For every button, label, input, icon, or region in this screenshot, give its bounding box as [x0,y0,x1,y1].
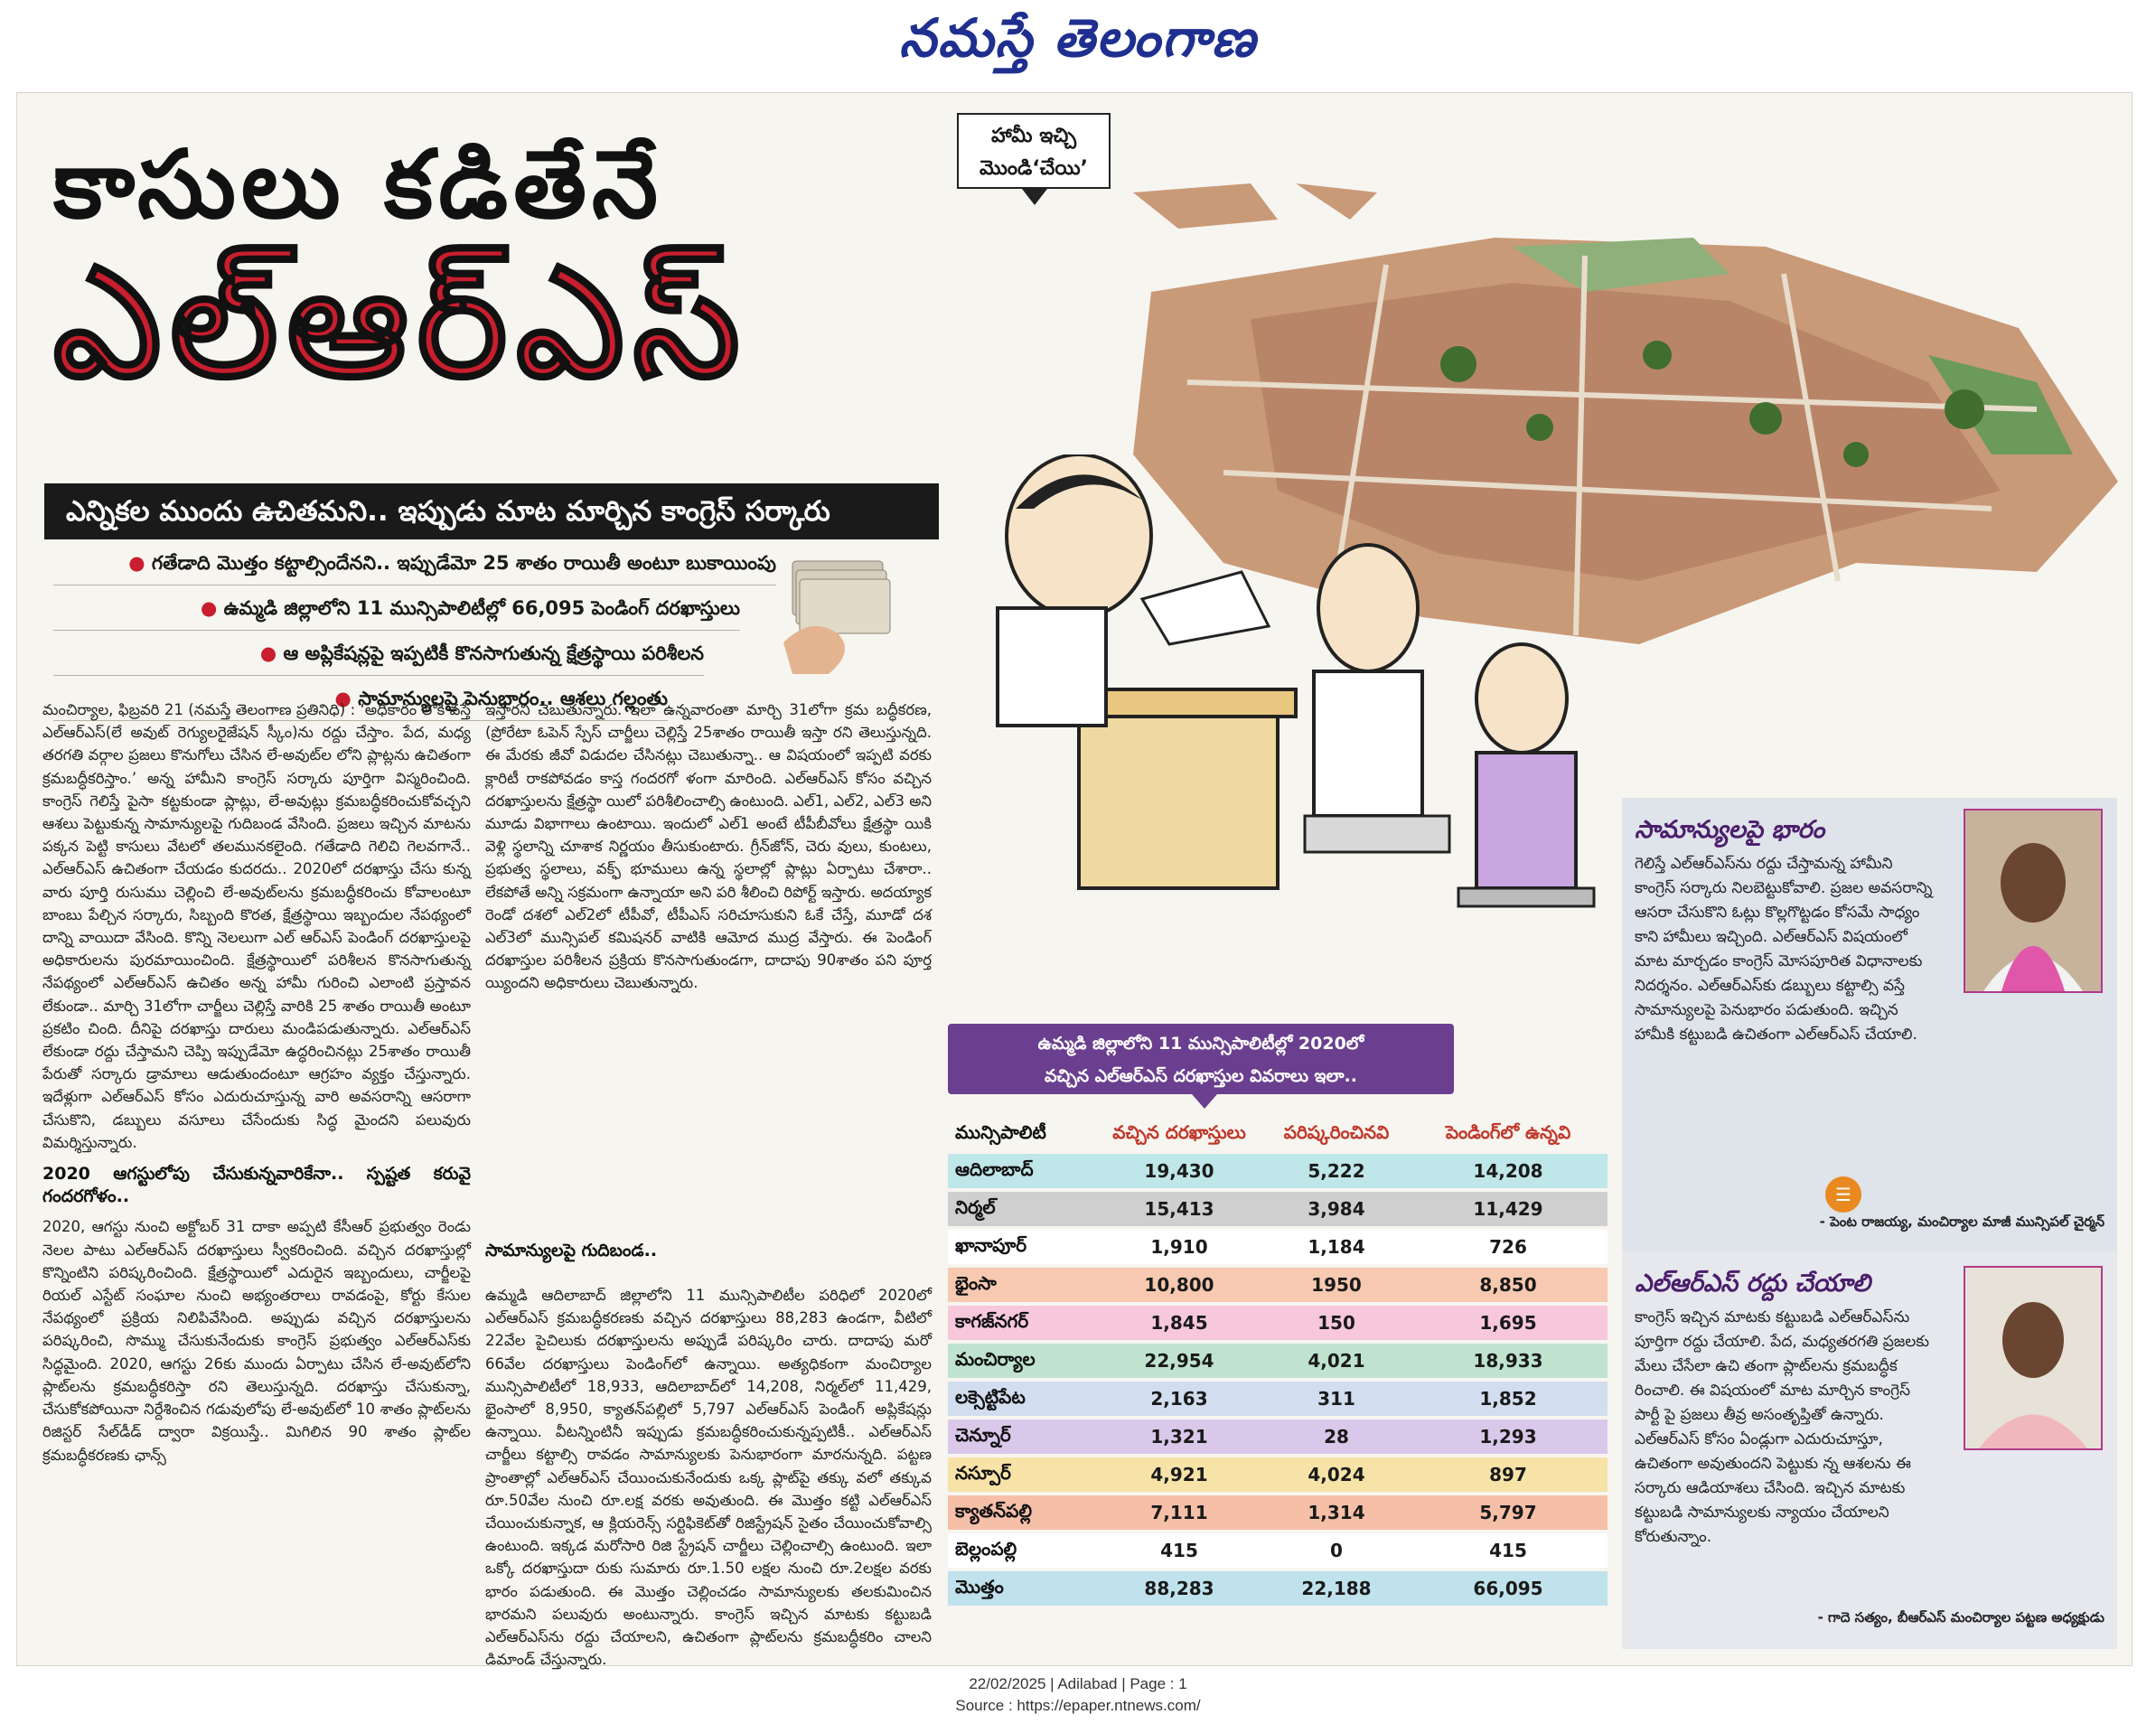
table-row [948,1495,1608,1530]
cell-municipality: భైంసా [955,1271,997,1294]
cell-received: 10,800 [1144,1274,1214,1296]
article-paragraph: 2020, ఆగస్టు నుంచి అక్టోబర్‌ 31 దాకా అప్పటి కేసీఆర్‌ ప్రభుత్వం రెండు నెలల పాటు ఎల్‌ఆర్‌ఎస్‌ దరఖాస్తులు స్వీకరించింది. వచ్చిన దరఖాస్తుల్లో కొన్నింటిని పరిష్కరించింది. క్షేత్రస్థాయిలో ఎదురైన ఇబ్బందులు, చార్జీలపై రియల్‌ ఎస్టేట్‌ సంఘాల నుంచి అభ్యంతరాలు రావడంపై, కోర్టు కేసుల నేపథ్యంలో ప్రక్రియ నిలిపివేసింది. అప్పుడు వచ్చిన దరఖాస్తులను పరిష్కరించి, సొమ్ము చేసుకునేందుకు కాంగ్రెస్‌ ప్రభుత్వం ఎల్‌ఆర్‌ఎస్‌కు సిద్ధమైంది. 2020, ఆగస్టు 26కు ముందు ఏర్పాటు చేసిన లే-అవుట్‌లోని ప్లాట్‌లను క్రమబద్ధీకరిస్తా రని తెలుస్తున్నది. దరఖాస్తు చేసుకున్నా, చేసుకోకపోయినా నిర్దేశించిన గడువులోపు లే-అవుట్‌లో 10 శాతం ప్లాట్‌లను రిజిస్టర్‌ సేల్‌డీడ్‌ ద్వారా విక్రయిస్తే.. మిగిలిన 90 శాతం ప్లాట్‌ల క్రమబద్ధీకరణకు ఛాన్స్‌ [42,1218,471,1464]
cell-resolved: 150 [1317,1312,1355,1334]
cell-pending: 415 [1489,1540,1527,1561]
cell-municipality: చెన్నూర్‌ [955,1423,1011,1446]
article-paragraph: ఇస్తారని చెబుతున్నారు. ఇలా ఉన్నవారంతా మార్చి 31లోగా క్రమ బద్ధీకరణ, (ప్రోరేటా ఓపెన్‌ స్పేస్‌ చార్జీలు చెల్లిస్తే 25శాతం రాయితీ ఇస్తా రని తెలుస్తున్నది. ఈ మేరకు జీవో విడుదల చేసినట్లు చెబుతున్నా.. ఆ విషయంలో ఇప్పటి వరకు క్లారిటీ రాకపోవడం కాస్త గందరగో ళంగా మారింది. ఎల్‌ఆర్‌ఎస్‌ కోసం వచ్చిన దరఖాస్తులను క్షేత్రస్థా యిలో పరిశీలించాల్సి ఉంటుంది. ఎల్‌1, ఎల్‌2, ఎల్‌3 అని మూడు విభాగాలు ఉంటాయి. ఇందులో ఎల్‌1 అంటే టీపీబీవోలు క్షేత్రస్థా యికి వెళ్లి స్థలాన్ని చూశాక నిర్ణయం తీసుకుంటారు. గ్రీన్‌జోన్‌, చెరు వులు, కుంటలు, ప్రభుత్వ స్థలాలు, వక్ఫ్‌ భూములు ఉన్న స్థలాల్లో ప్లాట్లు ఏర్పాటు చేశారా.. లేకపోతే అన్ని సక్రమంగా ఉన్నాయా అని పరి శీలించి రిపోర్ట్‌ ఇస్తారు. అదయ్యాక రెండో దశలో ఎల్‌2లో టీపీవో, టీపీఎస్‌ సరిచూసుకుని ఓకే చేస్తే, మూడో దశ ఎల్‌3లో మున్సిపల్‌ కమిషనర్‌ వాటికి ఆమోద ముద్ర వేస్తారు. ఈ పెండింగ్‌ దరఖాస్తుల పరిశీలన ప్రక్రియ కొనసాగుతుండగా, దాదాపు 90శాతం పని పూర్త య్యిందని అధికారులు చెబుతున్నారు. [485,701,932,992]
cell-municipality: కాగజ్‌నగర్‌ [955,1309,1029,1332]
cartoon-illustration [943,454,1603,1015]
cell-received: 19,430 [1144,1160,1214,1182]
cell-resolved: 311 [1317,1388,1355,1410]
cell-pending: 897 [1489,1464,1527,1485]
headline-line2: ఎల్‌ఆర్‌ఎస్‌ [53,234,749,411]
cell-municipality: నిర్మల్‌ [955,1195,996,1218]
quote-box-2 [1622,1251,2117,1649]
header-received: వచ్చిన దరఖాస్తులు [1112,1120,1246,1143]
bullet-item: ● సామాన్యులపై పెనుభారం.. ఆశలు గల్లంతు [53,688,668,721]
cell-pending: 18,933 [1473,1350,1543,1372]
footer-source-line: Source : https://epaper.ntnews.com/ [955,1697,1201,1714]
cell-municipality: మొత్తం [955,1575,1004,1598]
cell-received: 1,321 [1150,1426,1208,1448]
cell-municipality: నస్పూర్‌ [955,1461,1011,1484]
table-row [948,1382,1608,1416]
quote-title: ఎల్‌ఆర్‌ఎస్‌ రద్దు చేయాలి [1635,1270,1870,1298]
article-subhead: 2020 ఆగస్టులోపు చేసుకున్నవారికేనా.. స్పష్టత కరువై గందరగోళం.. [42,1164,471,1207]
cell-pending: 11,429 [1473,1198,1543,1220]
article-subhead: సామాన్యులపై గుదిబండ.. [485,1241,658,1260]
quote-box-1 [1622,798,2117,1251]
cell-received: 4,921 [1150,1464,1208,1485]
cell-pending: 1,852 [1479,1388,1537,1410]
cell-resolved: 4,021 [1308,1350,1365,1372]
table-row [948,1306,1608,1340]
article-column-2 [485,698,932,1000]
header-pending: పెండింగ్‌లో ఉన్నవి [1445,1120,1571,1143]
footer-date-line: 22/02/2025 | Adilabad | Page : 1 [969,1675,1187,1692]
quote-text: గెలిస్తే ఎల్‌ఆర్‌ఎస్‌ను రద్దు చేస్తామన్న హామీని కాంగ్రెస్‌ సర్కారు నిలబెట్టుకోవాలి. ప్రజల అవసరాన్ని ఆసరా చేసుకొని ఓట్లు కొల్లగొట్టడం కోసమే సాధ్యం కాని హామీలు ఇచ్చింది. ఎల్‌ఆర్‌ఎస్‌ విషయంలో మాట మార్చడం కాంగ్రెస్‌ మోసపూరిత విధానాలకు నిదర్శనం. ఎల్‌ఆర్‌ఎస్‌కు డబ్బులు కట్టాల్సి వస్తే సామాన్యులపై పెనుభారం పడుతుంది. ఇచ్చిన హామీకి కట్టుబడి ఉచితంగా ఎల్‌ఆర్‌ఎస్‌ చేయాలి. [1635,855,1933,1044]
cell-municipality: క్యాతన్‌పల్లి [955,1499,1032,1522]
cell-received: 1,910 [1150,1236,1208,1258]
cell-resolved: 1950 [1311,1274,1362,1296]
table-body [948,1154,1608,1606]
article-column-2-continued [485,1284,932,1676]
cell-received: 15,413 [1144,1198,1214,1220]
bullet-item: ● ఆ అప్లికేషన్లపై ఇప్పటికీ కొనసాగుతున్న క్షేత్రస్థాయి పరిశీలన [53,642,704,676]
table-caption [948,1024,1454,1094]
table-header [948,1114,1608,1154]
menu-icon[interactable]: ☰ [1825,1176,1861,1213]
cell-resolved: 28 [1324,1426,1349,1448]
portrait-photo [1964,809,2103,993]
cell-resolved: 4,024 [1308,1464,1365,1485]
table-row [948,1344,1608,1378]
cell-resolved: 0 [1330,1540,1343,1561]
table-row [948,1154,1608,1188]
cell-municipality: ఆదిలాబాద్‌ [955,1157,1034,1180]
page-footer [0,1673,2156,1717]
cell-resolved: 3,984 [1308,1198,1365,1220]
cell-municipality: ఖానాపూర్‌ [955,1233,1027,1256]
article-paragraph: మంచిర్యాల, ఫిబ్రవరి 21 (నమస్తే తెలంగాణ ప్రతినిధి) : ‘అధికారం లోకి వస్తే ఎల్‌ఆర్‌ఎస్‌(లే అవుట్‌ రెగ్యులరైజేషన్‌ స్కీం)ను రద్దు చేస్తాం. పేద, మధ్య తరగతి వర్గాల ప్రజలు కొనుగోలు చేసిన లే-అవుట్‌ల లోని ప్లాట్లను ఉచితంగా క్రమబద్ధీకరిస్తాం.’ అన్న హామీని కాంగ్రెస్‌ సర్కారు పూర్తిగా విస్మరించింది. కాంగ్రెస్‌ గెలిస్తే పైసా కట్టకుండా ప్లాట్లు, లే-అవుట్లు క్రమబద్ధీకరించుకోవచ్చని ఆశలు పెట్టుకున్న సామాన్యులపై గుదిబండ వేసింది. ప్రజలు ఇచ్చిన మాటను పక్కన పెట్టి కాసులు వేటలో తలమునకలైంది. గతేడాది గెలిచి గెలవగానే.. ఎల్‌ఆర్‌ఎస్‌ ఉచితంగా చేయడం కుదరదు.. 2020లో దరఖాస్తు చేసు కున్న వారు పూర్తి రుసుము చెల్లించి లే-అవుట్‌లను క్రమబద్ధీకరించు కోవాలంటూ బాంబు పేల్చిన సర్కారు, సిబ్బంది కొరత, క్షేత్రస్థాయి ఇబ్బందుల నేపథ్యంలో దాన్ని వాయిదా వేసింది. కొన్ని నెలలుగా ఎల్‌ ఆర్‌ఎస్‌ పెండింగ్‌ దరఖాస్తులపై అధికారులను పురమాయించింది. క్షేత్రస్థాయిలో పరిశీలన కొనసాగుతున్న నేపథ్యంలో ఎల్‌ఆర్‌ఎస్‌ ఉచితం అన్న హామీ గురించి ఎలాంటి ప్రస్తావన లేకుండా.. మార్చి 31లోగా చార్జీలు చెల్లిస్తే వారికి 25 శాతం రాయితీ అంటూ ప్రకటిం చింది. దీనిపై దరఖాస్తు దారులు మండిపడుతున్నారు. ఎల్‌ఆర్‌ఎస్‌ లేకుండా రద్దు చేస్తామని చెప్పి ఇప్పుడేమో ఉద్ధరించినట్లు 25శాతం రాయితీ పేరుతో సర్కారు డ్రామాలు ఆడుతుందంటూ ఆగ్రహం వ్యక్తం చేస్తున్నారు. ఇదేళ్లుగా ఎల్‌ఆర్‌ఎస్‌ కోసం ఎదురుచూస్తున్న వారి అవసరాన్ని ఆసరాగా చేసుకొని, డబ్బులు వసూలు చేసేందుకు సిద్ధ మైందని పలువురు విమర్శిస్తున్నారు. [42,701,471,1151]
cell-pending: 66,095 [1473,1578,1543,1599]
cell-pending: 14,208 [1473,1160,1543,1182]
cell-resolved: 1,184 [1308,1236,1365,1258]
table-caption-line1: ఉమ్మడి జిల్లాలోని 11 మున్సిపాలిటీల్లో 2020లో [1037,1034,1364,1054]
masthead-logo: నమస్తే తెలంగాణ [899,7,1257,69]
quote-credit: - పెంట రాజయ్య, మంచిర్యాల మాజీ మున్సిపల్‌ చైర్మన్‌ [1819,1213,2104,1230]
table-row [948,1268,1608,1302]
header-resolved: పరిష్కరించినవి [1283,1120,1390,1143]
headline-line1: కాసులు కడితేనే [53,129,664,239]
tag-line2: మొండి‘చేయి’ [979,157,1089,180]
cell-resolved: 22,188 [1301,1578,1372,1599]
cell-received: 88,283 [1144,1578,1214,1599]
table-row [948,1192,1608,1226]
cell-pending: 1,695 [1479,1312,1537,1334]
tag-line1: హామీ ఇచ్చి [990,125,1077,147]
cell-pending: 5,797 [1479,1502,1537,1523]
subheadline: ఎన్నికల ముందు ఉచితమని.. ఇప్పుడు మాట మార్చిన కాంగ్రెస్‌ సర్కారు [44,483,939,539]
article-page [16,92,2133,1669]
cell-pending: 8,850 [1479,1274,1537,1296]
quote-credit: - గాదె సత్యం, బీఆర్‌ఎస్‌ మంచిర్యాల పట్టణ అధ్యక్షుడు [1817,1609,2104,1626]
cell-received: 1,845 [1150,1312,1208,1334]
lrs-table [948,1114,1608,1609]
cell-resolved: 5,222 [1308,1160,1365,1182]
header-municipality: మున్సిపాలిటీ [955,1120,1046,1143]
tag-callout [957,113,1111,189]
quote-title: సామాన్యులపై భారం [1635,816,1825,844]
cell-pending: 726 [1489,1236,1527,1258]
cell-received: 7,111 [1150,1502,1208,1523]
bullet-item: ● గతేడాది మొత్తం కట్టాల్సిందేనని.. ఇప్పుడేమో 25 శాతం రాయితీ అంటూ బుకాయింపు [53,552,776,586]
portrait-photo [1964,1266,2103,1450]
article-column-1 [42,698,471,1472]
table-row [948,1457,1608,1492]
cell-received: 22,954 [1144,1350,1214,1372]
cell-municipality: బెల్లంపల్లి [955,1537,1017,1560]
cell-municipality: లక్సెట్టిపేట [955,1385,1026,1408]
table-row [948,1419,1608,1454]
cell-pending: 1,293 [1479,1426,1537,1448]
cell-received: 415 [1160,1540,1198,1561]
article-paragraph: ఉమ్మడి ఆదిలాబాద్‌ జిల్లాలోని 11 మున్సిపాలిటీల పరిధిలో 2020లో ఎల్‌ఆర్‌ఎస్‌ క్రమబద్ధీకరణకు వచ్చిన దరఖాస్తులు 88,283 ఉండగా, వీటిలో 22వేల పైచిలుకు దరఖాస్తులను అప్పుడే పరిష్కరిం చారు. దాదాపు మరో 66వేల దరఖాస్తులు పెండింగ్‌లో ఉన్నాయి. అత్యధికంగా మంచిర్యాల మున్సిపాలిటీలో 18,933, ఆదిలాబాద్‌లో 14,208, నిర్మల్‌లో 11,429, భైంసాలో 8,950, క్యాతన్‌పల్లిలో 5,797 ఎల్‌ఆర్‌ఎస్‌ పెండింగ్‌ అప్లికేషన్లు ఉన్నాయి. వీటన్నింటినీ ఇప్పుడు క్రమబద్ధీకరించుకున్నప్పటికీ.. ఎల్‌ఆర్‌ఎస్‌ చార్జీలు కట్టాల్సి రావడం సామాన్యులకు పెనుభారంగా మారనున్నది. పట్టణ ప్రాంతాల్లో ఎల్‌ఆర్‌ఎస్‌ చేయించుకునేందుకు ఒక్క ప్లాట్‌పై తక్కు వలో తక్కువ రూ.50వేల నుంచి రూ.లక్ష వరకు అవుతుంది. ఈ మొత్తం కట్టి ఎల్‌ఆర్‌ఎస్‌ చేయించుకున్నాక, ఆ క్లియరెన్స్‌ సర్టిఫికెట్‌తో రిజిస్ట్రేషన్‌ సైతం చేయించుకోవాల్సి ఉంటుంది. ఇక్కడ మరోసారి రిజి స్ట్రేషన్‌ చార్జీలు చెల్లించాల్సి ఉంటుంది. ఇలా ఒక్కో దరఖాస్తుదా రుకు సుమారు రూ.1.50 లక్షల నుంచి రూ.2లక్షల వరకు భారం పడుతుంది. ఈ మొత్తం చెల్లించడం సామాన్యులకు తలకుమించిన భారమని పలువురు అంటున్నారు. కాంగ్రెస్‌ ఇచ్చిన మాటకు కట్టుబడి ఎల్‌ఆర్‌ఎస్‌ను రద్దు చేయాలని, ఉచితంగా ప్లాట్‌లను క్రమబద్ధీకరిం చాలని డిమాండ్‌ చేస్తున్నారు. [485,1287,932,1669]
table-row [948,1571,1608,1606]
cell-resolved: 1,314 [1308,1502,1365,1523]
quote-text: కాంగ్రెస్‌ ఇచ్చిన మాటకు కట్టుబడి ఎల్‌ఆర్‌ఎస్‌ను పూర్తిగా రద్దు చేయాలి. పేద, మధ్యతరగతి ప్రజలకు మేలు చేసేలా ఉచి తంగా ప్లాట్‌లను క్రమబద్ధీక రించాలి. ఈ విషయంలో మాట మార్చిన కాంగ్రెస్‌ పార్టీ పై ప్రజలు తీవ్ర అసంతృప్తితో ఉన్నారు. ఎల్‌ఆర్‌ఎస్‌ కోసం ఏండ్లుగా ఎదురుచూస్తూ, ఉచితంగా అవుతుందని పెట్టుకు న్న ఆశలను ఈ సర్కారు ఆడియాశలు చేసింది. ఇచ్చిన మాటకు కట్టుబడి సామాన్యులకు న్యాయం చేయాలని కోరుతున్నాం. [1635,1308,1930,1546]
money-bundle-illustration [783,543,892,679]
bullet-item: ● ఉమ్మడి జిల్లాలోని 11 మున్సిపాలిటీల్లో 66,095 పెండింగ్‌ దరఖాస్తులు [53,597,740,631]
table-row [948,1533,1608,1568]
cell-municipality: మంచిర్యాల [955,1347,1036,1370]
table-caption-line2: వచ్చిన ఎల్‌ఆర్‌ఎస్‌ దరఖాస్తుల వివరాలు ఇలా.. [1045,1066,1357,1086]
table-row [948,1230,1608,1264]
cell-received: 2,163 [1150,1388,1208,1410]
